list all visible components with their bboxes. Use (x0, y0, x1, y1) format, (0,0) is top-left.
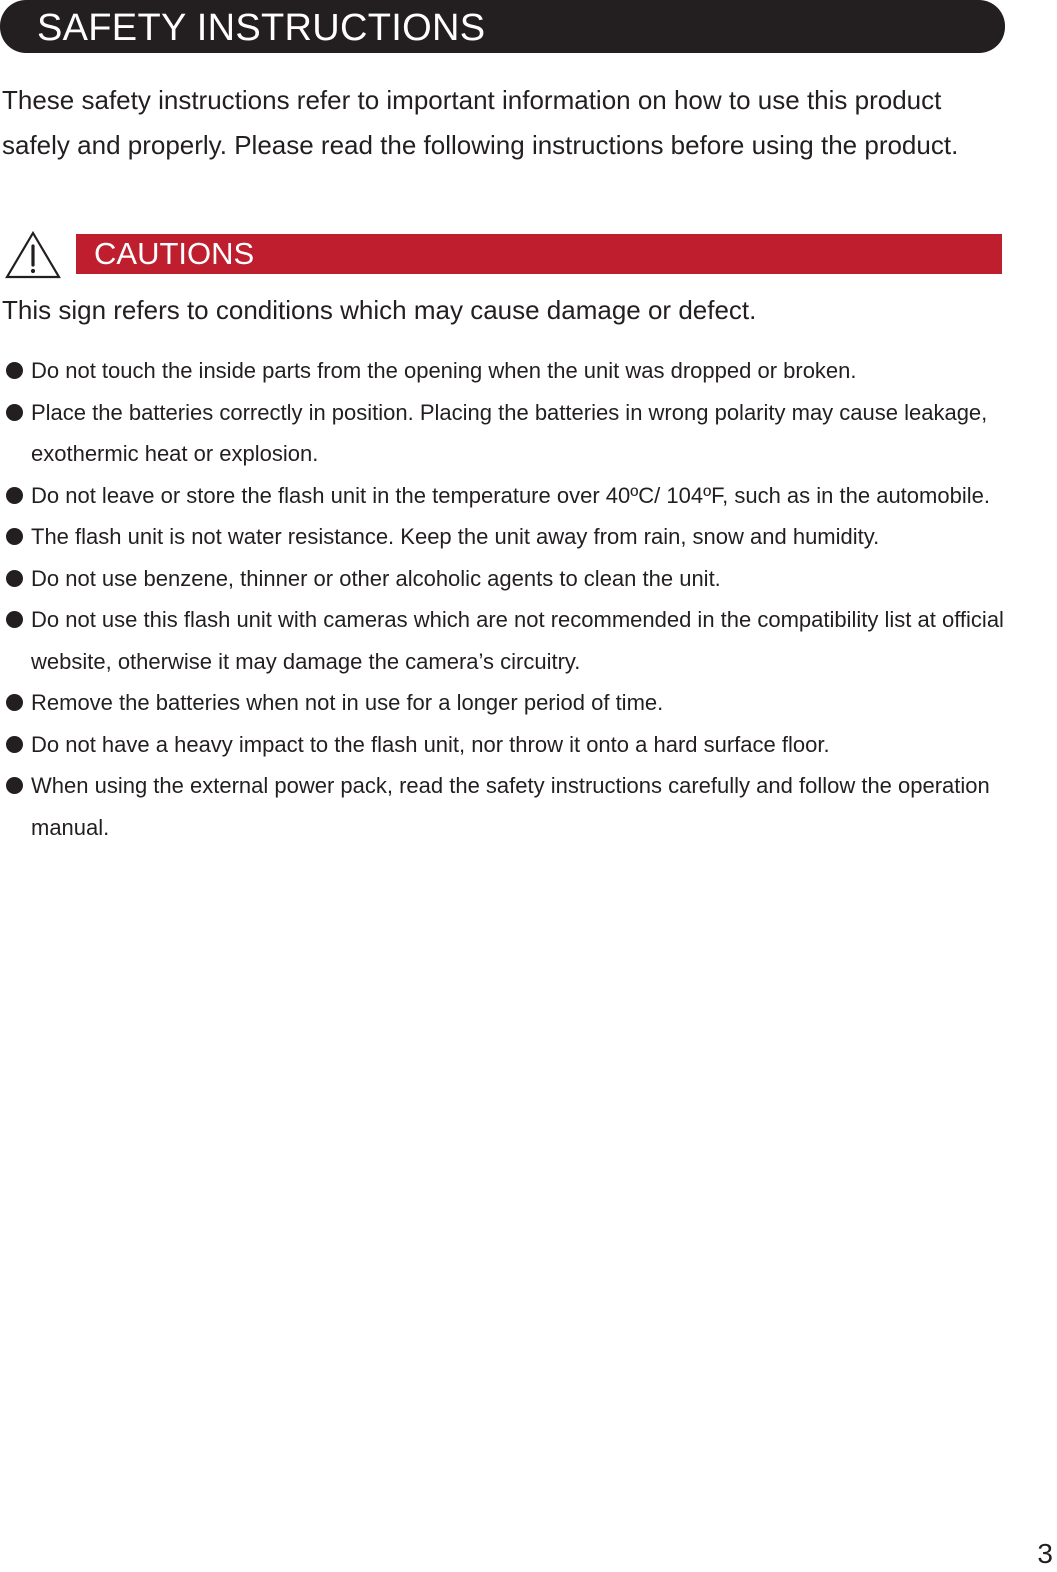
page-title: SAFETY INSTRUCTIONS (37, 7, 486, 49)
caution-description: This sign refers to conditions which may cause damage or defect. (2, 295, 757, 325)
caution-header (0, 226, 1004, 282)
list-item (0, 558, 1005, 600)
list-item (0, 350, 1005, 392)
list-item (0, 516, 1005, 558)
bullet-dot-icon (6, 404, 23, 421)
caution-label: CAUTIONS (94, 236, 255, 271)
list-item-text: The flash unit is not water resistance. Keep the unit away from rain, snow and humidity. (31, 524, 880, 549)
list-item-text: Do not have a heavy impact to the flash unit, nor throw it onto a hard surface floor. (31, 731, 830, 757)
list-item (0, 682, 1005, 724)
caution-list (0, 350, 1005, 848)
bullet-dot-icon (6, 611, 23, 628)
bullet-dot-icon (6, 487, 23, 504)
list-item-text: Do not leave or store the flash unit in the temperature over 40ºC/ 104ºF, such as in the automobile. (31, 482, 990, 508)
intro-paragraph: These safety instructions refer to important information on how to use this product safely and properly. Please read the following instructions before using the product. (2, 85, 959, 160)
bullet-dot-icon (6, 362, 23, 379)
list-item-text: Do not use this flash unit with cameras which are not recommended in the compatibility list at official website, otherwise it may damage the camera’s circuitry. (31, 607, 1004, 674)
caution-band (76, 234, 1002, 274)
list-item (0, 392, 1005, 475)
bullet-dot-icon (6, 528, 23, 545)
list-item-text: Do not use benzene, thinner or other alcoholic agents to clean the unit. (31, 565, 721, 591)
list-item-text: Place the batteries correctly in position. Placing the batteries in wrong polarity may cause leakage, exothermic heat or explosion. (31, 399, 988, 466)
bullet-dot-icon (6, 777, 23, 794)
list-item (0, 475, 1005, 517)
bullet-dot-icon (6, 570, 23, 587)
list-item-text: Remove the batteries when not in use for a longer period of time. (31, 690, 664, 715)
list-item-text: When using the external power pack, read the safety instructions carefully and follow the operation manual. (31, 773, 990, 840)
bullet-dot-icon (6, 694, 23, 711)
list-item-text: Do not touch the inside parts from the opening when the unit was dropped or broken. (31, 358, 857, 383)
list-item (0, 599, 1005, 682)
bullet-dot-icon (6, 736, 23, 753)
list-item (0, 724, 1005, 766)
section-title-bar (0, 0, 1005, 53)
list-item (0, 765, 1005, 848)
warning-triangle-icon (4, 230, 62, 280)
page-number: 3 (1037, 1538, 1053, 1569)
